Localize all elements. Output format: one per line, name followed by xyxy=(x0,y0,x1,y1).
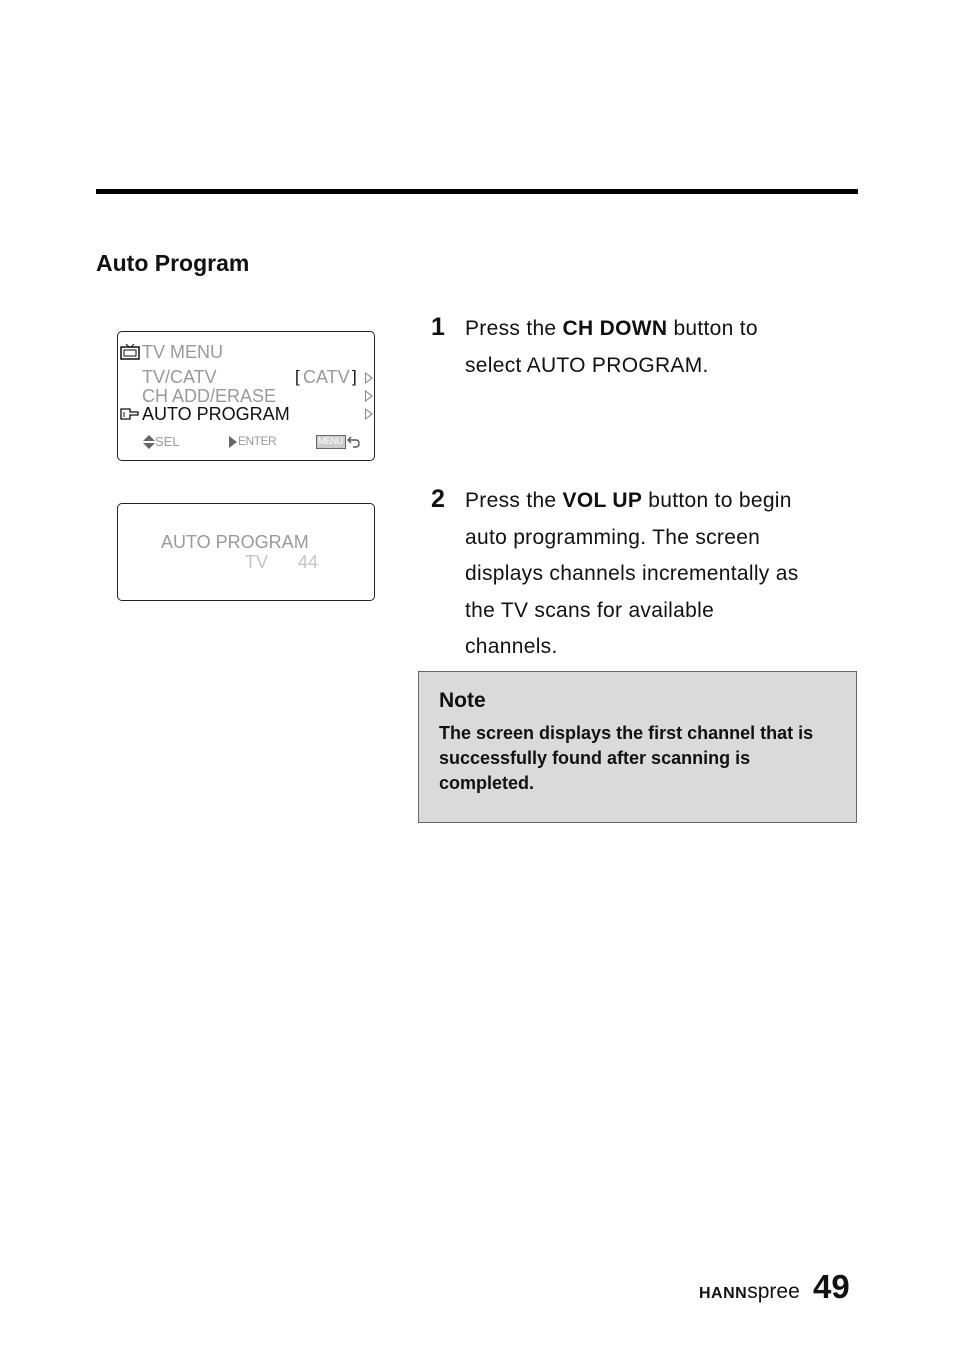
osd-item-ch-add-erase: CH ADD/ERASE xyxy=(142,386,277,406)
step-1-number: 1 xyxy=(431,313,445,341)
arrow-right-icon xyxy=(365,408,373,420)
top-rule xyxy=(96,189,858,194)
osd-enter-label: ENTER xyxy=(238,434,277,448)
osd-menu-header: TV MENU xyxy=(142,342,223,362)
pointing-hand-icon xyxy=(120,404,140,420)
step-2-line-3: displays channels incrementally as xyxy=(465,562,799,585)
step-2-line-2: auto programming. The screen xyxy=(465,525,761,549)
vol-up-label: VOL UP xyxy=(562,489,643,512)
step-2-text xyxy=(465,483,799,666)
step-2-number: 2 xyxy=(431,485,445,513)
return-arrow-icon xyxy=(347,435,361,449)
ch-down-label: CH DOWN xyxy=(562,317,668,340)
osd-menu-label: MENU xyxy=(318,436,343,446)
step-2-line-5: channels. xyxy=(465,635,558,658)
osd-scan-title: AUTO PROGRAM xyxy=(161,532,309,552)
osd-item-auto-program: AUTO PROGRAM xyxy=(142,404,290,424)
up-down-arrow-icon xyxy=(143,435,155,449)
play-arrow-icon xyxy=(229,436,237,448)
osd-item-tvcatv-value: CATV xyxy=(303,367,350,387)
tv-icon xyxy=(120,344,140,360)
step-1-text xyxy=(465,311,758,384)
osd-item-tvcatv: TV/CATV xyxy=(142,367,217,387)
osd-scan-channel: 44 xyxy=(298,552,319,572)
menu-key-badge xyxy=(316,435,346,449)
arrow-right-icon xyxy=(365,372,373,384)
note-box xyxy=(418,671,857,823)
osd-sel-label: SEL xyxy=(155,434,180,449)
note-body: The screen displays the first channel that is successfully found after scanning is completed. xyxy=(439,723,814,793)
bracket-left: [ xyxy=(295,367,300,386)
step-2-line-1: Press the VOL UP button to begin xyxy=(465,489,792,512)
osd-scan-source: TV xyxy=(245,552,269,572)
osd-tv-menu xyxy=(117,331,375,461)
brand-logo: HANNspree xyxy=(699,1280,800,1303)
step-2-line-4: the TV scans for available xyxy=(465,598,715,622)
osd-auto-program-scan xyxy=(117,503,375,601)
note-title: Note xyxy=(439,689,486,712)
section-title: Auto Program xyxy=(96,250,250,276)
arrow-right-icon xyxy=(365,390,373,402)
page-number: 49 xyxy=(813,1268,850,1305)
bracket-right: ] xyxy=(352,367,357,386)
step-1-line-2: select AUTO PROGRAM. xyxy=(465,353,709,377)
step-1-line-1: Press the CH DOWN button to xyxy=(465,317,758,340)
